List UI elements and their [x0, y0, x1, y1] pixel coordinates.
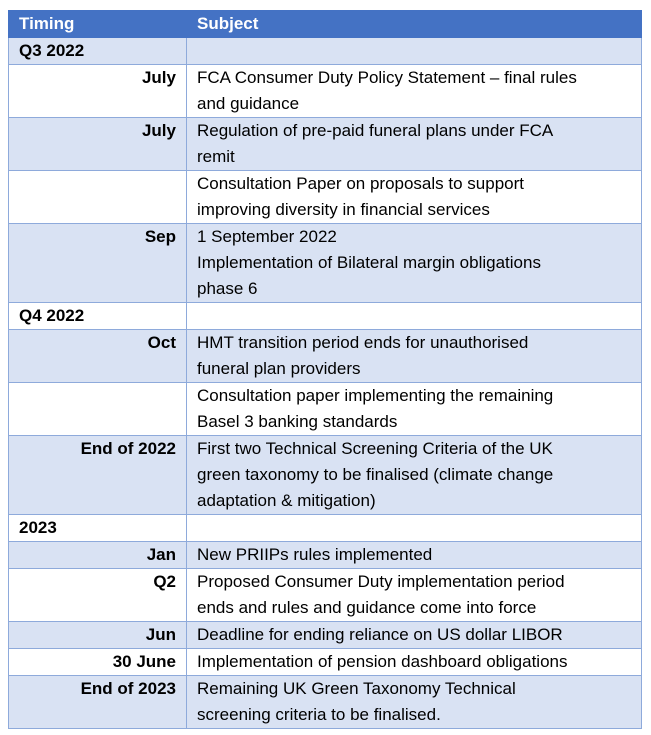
subject-text-line: 1 September 2022: [197, 227, 337, 246]
table-row: [9, 330, 642, 383]
table-row: [9, 383, 642, 436]
timeline-table: [8, 10, 642, 729]
subject-cell: [187, 118, 642, 171]
subject-text-line: New PRIIPs rules implemented: [197, 545, 433, 564]
subject-text-line: Proposed Consumer Duty implementation period: [197, 572, 565, 591]
subject-text-line: phase 6: [197, 279, 258, 298]
table-row: [9, 436, 642, 515]
table-row: [9, 649, 642, 676]
timing-cell: 30 June: [9, 649, 187, 676]
timing-cell: Q2: [9, 569, 187, 622]
section-label: Q4 2022: [9, 303, 187, 330]
table-row: [9, 542, 642, 569]
subject-cell: [187, 515, 642, 542]
subject-text-line: Implementation of pension dashboard obligations: [197, 652, 568, 671]
subject-text-line: Remaining UK Green Taxonomy Technical: [197, 679, 516, 698]
subject-text-line: Deadline for ending reliance on US dollar LIBOR: [197, 625, 563, 644]
subject-text-line: Consultation paper implementing the remaining: [197, 386, 554, 405]
table-row: [9, 676, 642, 729]
subject-text-line: FCA Consumer Duty Policy Statement – final rules: [197, 68, 577, 87]
section-label: Q3 2022: [9, 38, 187, 65]
subject-text-line: funeral plan providers: [197, 359, 361, 378]
timing-cell: Sep: [9, 224, 187, 303]
subject-text-line: First two Technical Screening Criteria of the UK: [197, 439, 553, 458]
timing-cell: July: [9, 65, 187, 118]
section-label: 2023: [9, 515, 187, 542]
subject-text-line: improving diversity in financial services: [197, 200, 490, 219]
subject-text-line: ends and rules and guidance come into force: [197, 598, 537, 617]
subject-cell: [187, 65, 642, 118]
subject-text-line: Implementation of Bilateral margin obligations: [197, 253, 541, 272]
subject-cell: [187, 171, 642, 224]
timing-cell: End of 2022: [9, 436, 187, 515]
subject-cell: [187, 542, 642, 569]
subject-cell: [187, 224, 642, 303]
table-body: [9, 38, 642, 729]
table-row: [9, 622, 642, 649]
section-row: [9, 515, 642, 542]
subject-text-line: remit: [197, 147, 235, 166]
subject-cell: [187, 330, 642, 383]
subject-cell: [187, 622, 642, 649]
subject-column-header: Subject: [187, 11, 642, 38]
subject-text-line: screening criteria to be finalised.: [197, 705, 441, 724]
timing-cell: July: [9, 118, 187, 171]
section-row: [9, 303, 642, 330]
subject-cell: [187, 38, 642, 65]
timing-cell: [9, 171, 187, 224]
subject-cell: [187, 676, 642, 729]
timing-cell: Jun: [9, 622, 187, 649]
subject-text-line: Basel 3 banking standards: [197, 412, 398, 431]
section-row: [9, 38, 642, 65]
subject-cell: [187, 436, 642, 515]
timing-cell: Oct: [9, 330, 187, 383]
table-row: [9, 65, 642, 118]
header-row: [9, 11, 642, 38]
subject-text-line: adaptation & mitigation): [197, 491, 376, 510]
subject-cell: [187, 569, 642, 622]
subject-text-line: Consultation Paper on proposals to support: [197, 174, 524, 193]
timing-column-header: Timing: [9, 11, 187, 38]
subject-text-line: HMT transition period ends for unauthorised: [197, 333, 529, 352]
timing-cell: [9, 383, 187, 436]
subject-cell: [187, 303, 642, 330]
table-row: [9, 171, 642, 224]
subject-text-line: green taxonomy to be finalised (climate change: [197, 465, 554, 484]
subject-text-line: and guidance: [197, 94, 300, 113]
timing-cell: Jan: [9, 542, 187, 569]
table-row: [9, 569, 642, 622]
subject-text-line: Regulation of pre-paid funeral plans under FCA: [197, 121, 554, 140]
table-row: [9, 224, 642, 303]
table-row: [9, 118, 642, 171]
subject-cell: [187, 649, 642, 676]
subject-cell: [187, 383, 642, 436]
timing-cell: End of 2023: [9, 676, 187, 729]
